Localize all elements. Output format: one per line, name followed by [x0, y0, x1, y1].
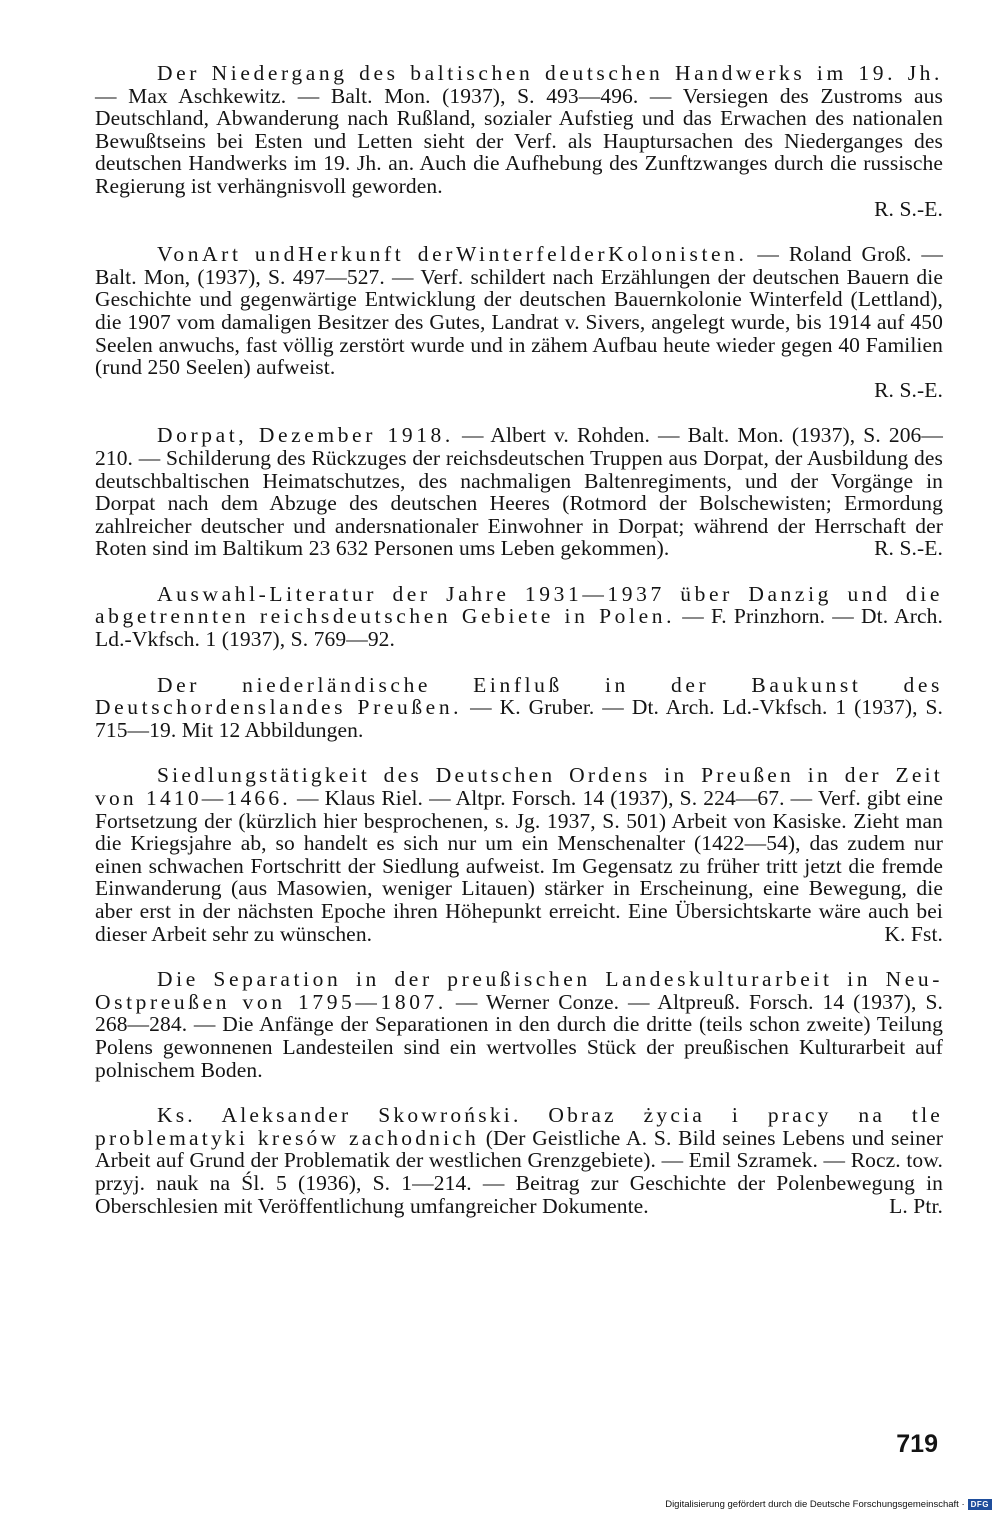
entry-signature: K. Fst. [884, 921, 943, 946]
bibliography-entry [95, 968, 943, 1081]
entry-body: — Werner Conze. — Altpreuß. Forsch. 14 (1937), S. 268—284. — Die Anfänge der Separationen in den durch die dritte (teils schon zweite) Teilung Polens gewonnenen Landesteilen sind ein wertvolles Stück der preußischen Kulturarbeit auf polnischem Boden. [95, 989, 943, 1082]
entry-title: Siedlungstätigkeit des Deutschen Ordens in Preußen in der Zeit von 1410—1466. [95, 763, 943, 811]
dfg-logo-icon: DFG [968, 1499, 992, 1510]
entry-body: — Klaus Riel. — Altpr. Forsch. 14 (1937), S. 224—67. — Verf. gibt eine Fortsetzung der (kürzlich hier besprochenen, s. Jg. 1937, S. 501) Arbeit von Kasiske. Zieht man die Kriegsjahre ab, so handelt es sich nur um ein Menschenalter (1422—54), das zudem nur einen schwachen Fortschritt der Siedlung aufweist. Im Gegensatz zu früher tritt jetzt die fremde Einwanderung (aus Masowien, weniger Litauen) stärker in Erscheinung, eine Bewegung, die aber erst in der nächsten Epoche ihren Höhepunkt erreicht. Eine Übersichtskarte wäre auch bei dieser Arbeit sehr zu wünschen. [95, 786, 943, 946]
page-number: 719 [896, 1430, 938, 1458]
page-content [95, 62, 943, 1240]
bibliography-entry [95, 674, 943, 742]
bibliography-entry [95, 1104, 943, 1217]
entry-title: Auswahl-Literatur der Jahre 1931—1937 über Danzig und die abgetrennten reichsdeutschen Gebiete in Polen. [95, 581, 943, 629]
entry-body: (Der Geistliche A. S. Bild seines Lebens und seiner Arbeit auf Grund der Problematik der westlichen Grenzgebiete). — Emil Szramek. — Rocz. tow. przyj. nauk na Śl. 5 (1936), S. 1—214. — Beitrag zur Geschichte der Polenbewegung in Oberschlesien mit Veröffentlichung umfangreicher Dokumente. [95, 1125, 943, 1218]
entry-body: — Albert v. Rohden. — Balt. Mon. (1937), S. 206—210. — Schilderung des Rückzuges der reichsdeutschen Truppen aus Dorpat, der Ausbildung des deutschbaltischen Heimatschutzes, des nachmaligen Baltenregiments, und der Vorgänge in Dorpat nach dem Abzuge des deutschen Heeres (Rotmord der Bolschewisten; Ermordung zahlreicher deutscher und andersnationaler Einwohner in Dorpat; während der Herrschaft der Roten sind im Baltikum 23 632 Personen ums Leben gekommen). [95, 423, 943, 561]
entry-body: — F. Prinzhorn. — Dt. Arch. Ld.-Vkfsch. 1 (1937), S. 769—92. [95, 604, 943, 652]
bibliography-entry [95, 62, 943, 220]
bibliography-entry [95, 424, 943, 560]
entry-signature: R. S.-E. [874, 377, 943, 402]
entry-body: — K. Gruber. — Dt. Arch. Ld.-Vkfsch. 1 (1937), S. 715—19. Mit 12 Abbildungen. [95, 695, 944, 742]
footer-text: Digitalisierung gefördert durch die Deutsche Forschungsgemeinschaft · [665, 1499, 965, 1510]
entry-signature: L. Ptr. [889, 1193, 943, 1218]
bibliography-entry [95, 583, 943, 651]
entry-body: — Roland Groß. — Balt. Mon, (1937), S. 497—527. — Verf. schildert nach Erzählungen der deutschen Bauern die Geschichte und gegenwärtige Entwicklung der deutschen Bauernkolonie Winterfeld (Lettland), die 1907 vom damaligen Besitzer des Gutes, Landrat v. Sivers, angelegt wurde, bis 1914 auf 450 Seelen anwuchs, fast völlig zerstört wurde und in zähem Aufbau heute wieder gegen 40 Familien (rund 250 Seelen) aufweist. [95, 242, 944, 380]
entry-title: VonArt undHerkunft derWinterfelderKolonisten. [157, 242, 748, 267]
digitization-footer [665, 1499, 992, 1510]
entry-title: Die Separation in der preußischen Landeskulturarbeit in Neu-Ostpreußen von 1795—1807. [95, 967, 943, 1014]
entry-body: — Max Aschkewitz. — Balt. Mon. (1937), S. 493—496. — Versiegen des Zustroms aus Deutschland, Abwanderung nach Rußland, sozialer Aufstieg und das Erwachen des nationalen Bewußtseins bei Esten und Letten sieht der Verf. als Hauptursachen des Niederganges des deutschen Handwerks im 19. Jh. an. Auch die Aufhebung des Zunftzwanges durch die russische Regierung ist verhängnisvoll geworden. [95, 83, 943, 198]
entry-title: Der Niedergang des baltischen deutschen Handwerks im 19. Jh. [157, 61, 943, 85]
entry-signature: R. S.-E. [874, 196, 943, 221]
entry-title: Der niederländische Einfluß in der Baukunst des Deutschordenslandes Preußen. [95, 672, 943, 720]
bibliography-entry [95, 764, 943, 945]
entry-title: Ks. Aleksander Skowroński. Obraz życia i pracy na tle problematyki kresów zachodnich [95, 1103, 943, 1150]
entry-signature: R. S.-E. [874, 536, 943, 561]
bibliography-entry [95, 243, 943, 401]
entry-title: Dorpat, Dezember 1918. [157, 423, 454, 448]
